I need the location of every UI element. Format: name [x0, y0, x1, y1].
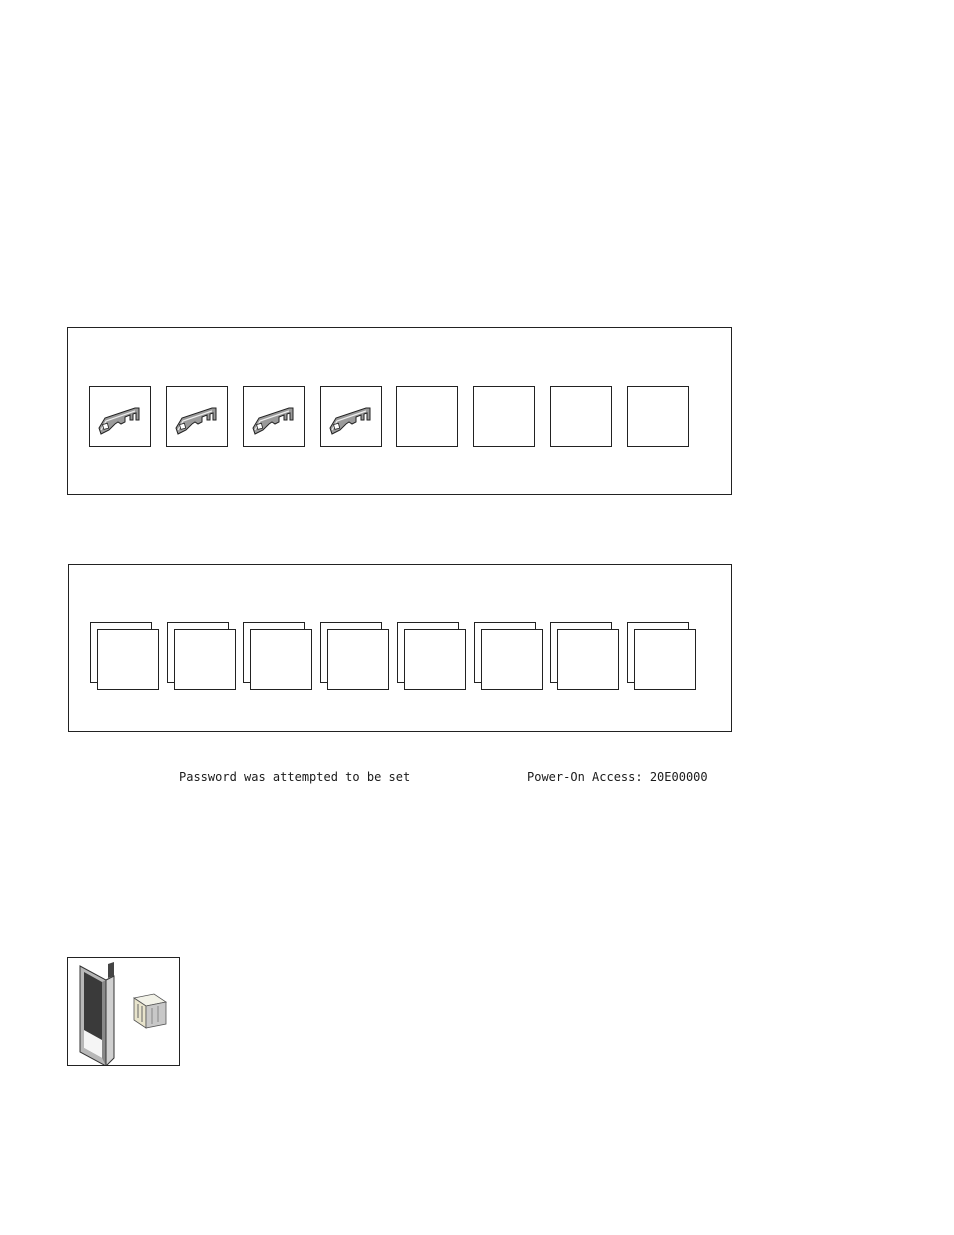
access-label: Power-On Access: [527, 770, 643, 784]
password-slot-3[interactable] [243, 386, 305, 447]
password-slots-panel [67, 327, 732, 495]
entry-slot-front [557, 629, 619, 690]
entry-slot-front [174, 629, 236, 690]
password-slot-4[interactable] [320, 386, 382, 447]
password-slot-6[interactable] [473, 386, 535, 447]
password-slot-8[interactable] [627, 386, 689, 447]
exit-button[interactable] [67, 957, 180, 1066]
entry-slot-front [481, 629, 543, 690]
entry-slot-front [634, 629, 696, 690]
entry-slot-3[interactable] [243, 622, 313, 690]
entry-slot-1[interactable] [90, 622, 160, 690]
power-on-access-readout [527, 769, 708, 785]
exit-door-icon [68, 958, 179, 1065]
password-slot-1[interactable] [89, 386, 151, 447]
entry-slot-7[interactable] [550, 622, 620, 690]
access-value: 20E00000 [649, 770, 708, 784]
status-message: Password was attempted to be set [179, 770, 411, 784]
password-slot-2[interactable] [166, 386, 228, 447]
entry-slot-6[interactable] [474, 622, 544, 690]
password-slot-5[interactable] [396, 386, 458, 447]
entry-slot-2[interactable] [167, 622, 237, 690]
entry-slot-front [97, 629, 159, 690]
entry-slot-8[interactable] [627, 622, 697, 690]
password-slot-7[interactable] [550, 386, 612, 447]
entry-slot-front [404, 629, 466, 690]
entry-slot-4[interactable] [320, 622, 390, 690]
password-entry-panel [68, 564, 732, 732]
entry-slot-front [250, 629, 312, 690]
entry-slot-5[interactable] [397, 622, 467, 690]
entry-slot-front [327, 629, 389, 690]
